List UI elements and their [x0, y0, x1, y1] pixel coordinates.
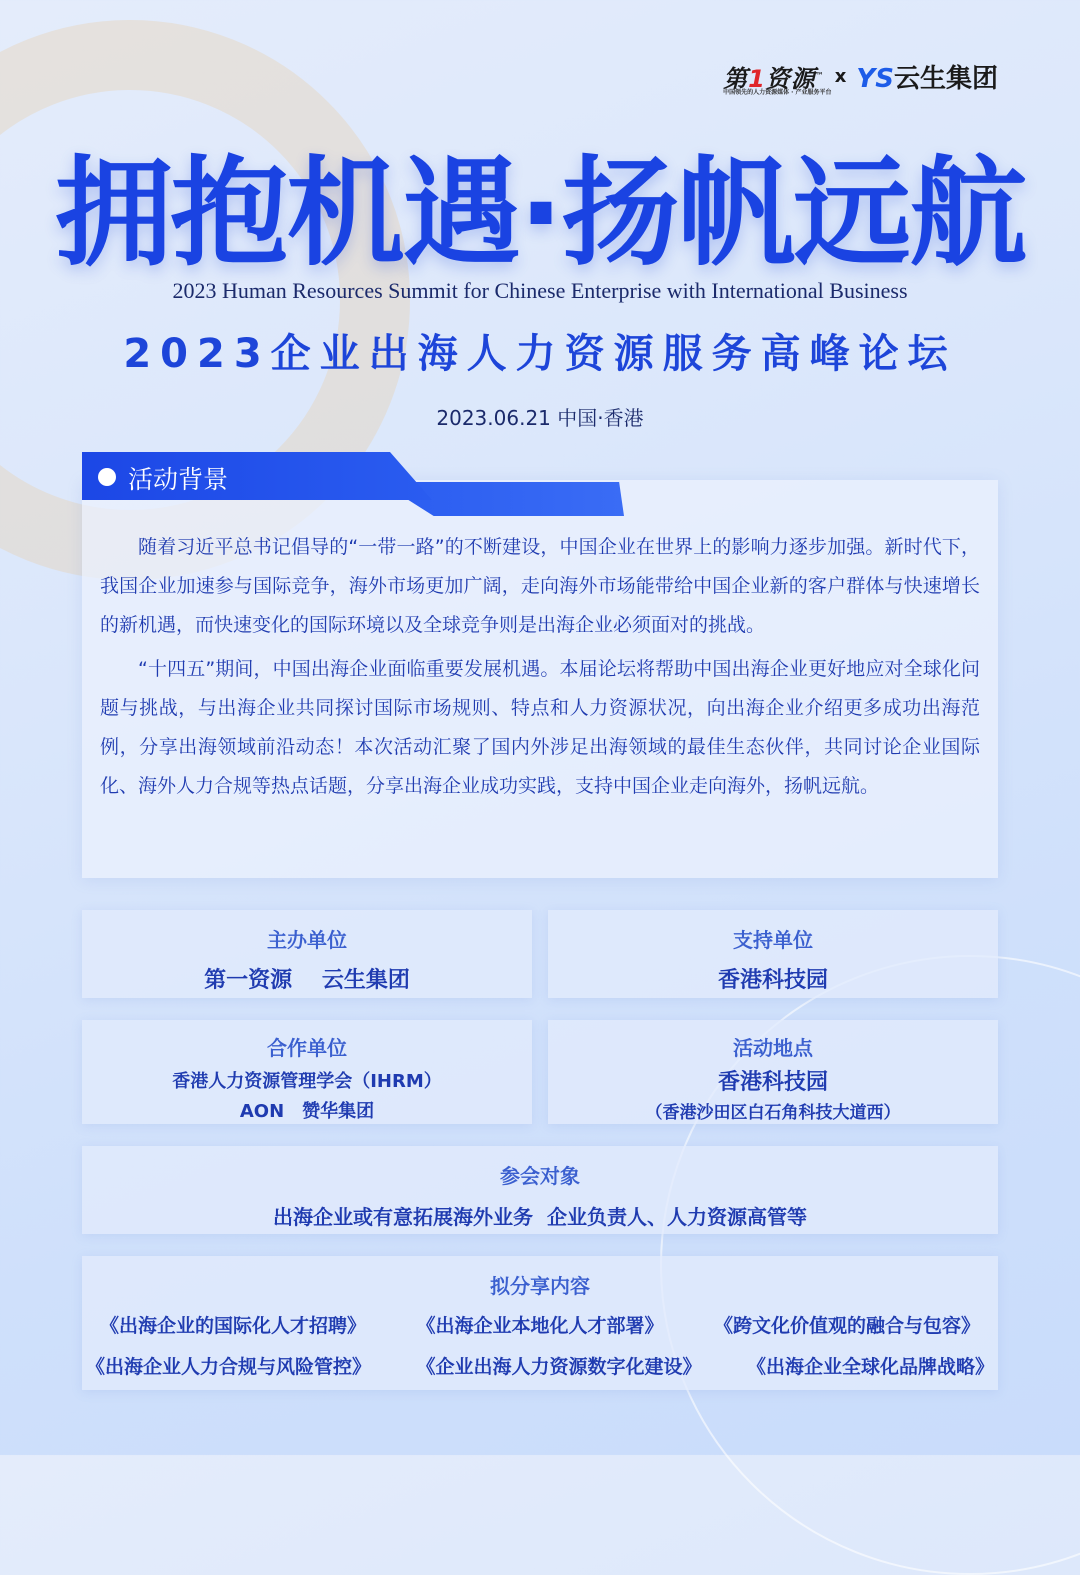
topic-item: 《企业出海人力资源数字化建设》: [416, 1356, 702, 1378]
supporter-label: 支持单位: [733, 928, 813, 952]
organizer-card: [82, 910, 532, 998]
chinese-title: 2023企业出海人力资源服务高峰论坛: [123, 331, 957, 377]
audience-card: [82, 1146, 998, 1234]
audience-value: 出海企业或有意拓展海外业务 企业负责人、人力资源高管等: [273, 1205, 807, 1229]
partners-line-1: 香港人力资源管理学会（IHRM）: [172, 1071, 442, 1092]
topic-item: 《出海企业本地化人才部署》: [416, 1315, 664, 1337]
topic-item: 《出海企业全球化品牌战略》: [746, 1356, 994, 1378]
logo1-trademark: ™: [815, 71, 825, 80]
topics-row-1: [82, 1311, 998, 1338]
supporter-card: [548, 910, 998, 998]
background-section-title: 活动背景: [128, 465, 229, 494]
partners-card: [82, 1020, 532, 1124]
partners-line-2: AON 赞华集团: [239, 1101, 375, 1122]
first-resource-logo: [723, 59, 832, 96]
event-date-location: 2023.06.21 中国·香港: [436, 406, 644, 430]
bullet-dot-icon: [98, 468, 116, 486]
topic-item: 《出海企业的国际化人才招聘》: [100, 1315, 367, 1337]
logo1-prefix: 第: [723, 65, 749, 93]
background-paragraph-1: 随着习近平总书记倡导的“一带一路”的不断建设，中国企业在世界上的影响力逐步加强。新时代下，我国企业加速参与国际竞争，海外市场更加广阔，走向海外市场能带给中国企业新的客户群体与快速增长的新机遇，而快速变化的国际环境以及全球竞争则是出海企业必须面对的挑战。: [100, 536, 980, 636]
venue-name: 香港科技园: [717, 1070, 828, 1095]
organizer-label: 主办单位: [267, 928, 347, 952]
venue-label: 活动地点: [733, 1036, 813, 1060]
logo-separator: x: [834, 66, 847, 87]
venue-address: （香港沙田区白石角科技大道西）: [645, 1103, 901, 1123]
background-text: [100, 528, 980, 811]
venue-card: [548, 1020, 998, 1124]
logo1-number: 1: [748, 65, 766, 93]
logo1-tagline: 中国领先的人力资源媒体 · 产业服务平台: [723, 89, 832, 96]
topics-card: [82, 1256, 998, 1390]
logo2-name: 云生集团: [893, 64, 998, 94]
background-paragraph-2: “十四五”期间，中国出海企业面临重要发展机遇。本届论坛将帮助中国出海企业更好地应对全球化问题与挑战，与出海企业共同探讨国际市场规则、特点和人力资源状况，向出海企业介绍更多成功出海范例，分享出海领域前沿动态！本次活动汇聚了国内外涉足出海领域的最佳生态伙伴，共同讨论企业国际化、海外人力合规等热点话题，分享出海企业成功实践，支持中国企业走向海外，扬帆远航。: [100, 658, 980, 797]
main-title: 拥抱机遇·扬帆远航: [54, 144, 1026, 282]
partner-logos: [723, 58, 998, 95]
topics-row-2: [82, 1352, 998, 1379]
supporter-value: 香港科技园: [717, 968, 828, 993]
audience-label: 参会对象: [500, 1164, 580, 1188]
yunsheng-logo: [856, 58, 998, 95]
topics-label: 拟分享内容: [490, 1274, 590, 1298]
topic-item: 《跨文化价值观的融合与包容》: [713, 1315, 980, 1337]
organizer-value: 第一资源 云生集团: [204, 968, 410, 993]
logo1-suffix: 资源: [765, 65, 816, 93]
topic-item: 《出海企业人力合规与风险管控》: [86, 1356, 372, 1378]
logo2-ys-mark: YS: [856, 64, 894, 94]
english-title: 2023 Human Resources Summit for Chinese Enterprise with International Business: [172, 278, 908, 303]
partners-label: 合作单位: [267, 1036, 347, 1060]
